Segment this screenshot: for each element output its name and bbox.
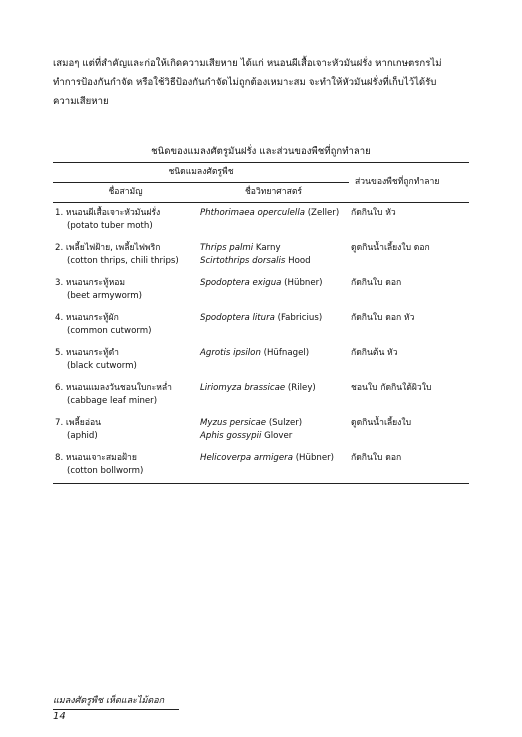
scientific-name-cell	[198, 378, 349, 413]
species-name: Liriomyza brassicae	[200, 383, 286, 393]
common-name-english: (aphid)	[67, 431, 98, 441]
common-name-english: (cotton bollworm)	[67, 466, 144, 476]
common-name-thai: 7. เพลี้ยอ่อน	[55, 418, 102, 428]
damaged-part-cell: กัดกินใบ หัว	[351, 208, 396, 218]
common-name-english: (common cutworm)	[67, 326, 152, 336]
column-header-scientific-name: ชื่อวิทยาศาสตร์	[198, 183, 349, 203]
common-name-thai: 4. หนอนกระทู้ผัก	[55, 313, 119, 323]
species-author: (Hüfnagel)	[260, 348, 310, 358]
common-name-thai: 5. หนอนกระทู้ดำ	[55, 348, 120, 358]
damaged-part-cell: กัดกินต้น หัว	[351, 348, 398, 358]
species-name: Spodoptera litura	[200, 313, 275, 323]
column-header-part: ส่วนของพืชที่ถูกทำลาย	[349, 163, 469, 203]
pest-table	[53, 162, 469, 484]
table-row	[53, 203, 469, 239]
group-header: ชนิดแมลงศัตรูพืช	[53, 163, 349, 183]
common-name-cell	[53, 378, 198, 413]
species-author: Karny	[253, 243, 281, 253]
common-name-cell	[53, 308, 198, 343]
common-name-cell	[53, 203, 198, 239]
species-author: (Hübner)	[281, 278, 323, 288]
common-name-english: (cotton thrips, chili thrips)	[67, 256, 179, 266]
common-name-cell	[53, 273, 198, 308]
species-author: (Zeller)	[304, 208, 340, 218]
scientific-name-line	[200, 430, 347, 443]
species-name: Thrips palmi	[200, 243, 254, 253]
species-name: Scirtothrips dorsalis	[200, 256, 286, 266]
species-author: Glover	[261, 431, 293, 441]
species-author: (Fabricius)	[274, 313, 323, 323]
common-name-english: (beet armyworm)	[67, 291, 142, 301]
common-name-thai: 6. หนอนแมลงวันชอนใบกะหล่ำ	[55, 383, 172, 393]
species-name: Agrotis ipsilon	[200, 348, 261, 358]
common-name-cell	[53, 343, 198, 378]
page-number: 14	[53, 711, 66, 722]
table-row	[53, 413, 469, 448]
species-author: (Riley)	[285, 383, 316, 393]
scientific-name-line	[200, 207, 347, 220]
common-name-cell	[53, 413, 198, 448]
scientific-name-cell	[198, 343, 349, 378]
common-name-english: (potato tuber moth)	[67, 221, 153, 231]
scientific-name-cell	[198, 308, 349, 343]
scientific-name-line	[200, 242, 347, 255]
damaged-part-cell: กัดกินใบ ดอก	[351, 278, 402, 288]
damaged-part-cell: ดูดกินน้ำเลี้ยงใบ	[351, 418, 412, 428]
scientific-name-cell	[198, 273, 349, 308]
column-header-common-name: ชื่อสามัญ	[53, 183, 198, 203]
species-name: Phthorimaea operculella	[200, 208, 305, 218]
table-row	[53, 343, 469, 378]
damaged-part-cell: กัดกินใบ ดอก	[349, 448, 469, 484]
scientific-name-line	[200, 277, 347, 290]
damaged-part-cell: ดูดกินน้ำเลี้ยงใบ ดอก	[351, 243, 430, 253]
species-name: Aphis gossypii	[200, 431, 262, 441]
scientific-name-line	[200, 255, 347, 268]
table-row	[53, 308, 469, 343]
species-name: Helicoverpa armigera	[200, 453, 293, 463]
common-name-thai: 2. เพลี้ยไฟฝ้าย, เพลี้ยไฟพริก	[55, 243, 161, 253]
footer-book-title: แมลงศัตรูพืช เห็ดและไม้ดอก	[53, 693, 179, 710]
common-name-english: (cabbage leaf miner)	[67, 396, 158, 406]
common-name-thai: 1. หนอนผีเสื้อเจาะหัวมันฝรั่ง	[55, 208, 161, 218]
table-row	[53, 448, 469, 484]
table-row	[53, 273, 469, 308]
species-author: Hood	[285, 256, 311, 266]
damaged-part-cell: ชอนใบ กัดกินใต้ผิวใบ	[351, 383, 432, 393]
scientific-name-cell	[198, 448, 349, 484]
scientific-name-cell	[198, 203, 349, 239]
intro-line: เสมอๆ แต่ที่สำคัญและก่อให้เกิดความเสียหาย ได้แก่ หนอนผีเสื้อเจาะหัวมันฝรั่ง หากเกษตรกรไม่	[53, 58, 442, 69]
common-name-thai: 3. หนอนกระทู้หอม	[55, 278, 126, 288]
intro-line: ความเสียหาย	[53, 96, 109, 107]
table-row	[53, 378, 469, 413]
scientific-name-cell	[198, 413, 349, 448]
species-name: Myzus persicae	[200, 418, 267, 428]
scientific-name-line	[200, 347, 347, 360]
common-name-english: (black cutworm)	[67, 361, 137, 371]
intro-line: ทำการป้องกันกำจัด หรือใช้วิธีป้องกันกำจัดไม่ถูกต้องเหมาะสม จะทำให้หัวมันฝรั่งที่เก็บไว้ได้รับ	[53, 77, 437, 88]
scientific-name-line	[200, 312, 347, 325]
table-row	[53, 238, 469, 273]
species-name: Spodoptera exigua	[200, 278, 282, 288]
common-name-cell	[53, 238, 198, 273]
scientific-name-line	[200, 452, 347, 465]
common-name-cell	[53, 448, 198, 484]
scientific-name-line	[200, 417, 347, 430]
scientific-name-line	[200, 382, 347, 395]
species-author: (Sulzer)	[266, 418, 303, 428]
damaged-part-cell: กัดกินใบ ดอก หัว	[351, 313, 415, 323]
species-author: (Hübner)	[292, 453, 335, 463]
scientific-name-cell	[198, 238, 349, 273]
common-name-thai: 8. หนอนเจาะสมอฝ้าย	[55, 453, 137, 463]
table-caption: ชนิดของแมลงศัตรูมันฝรั่ง และส่วนของพืชที่ถูกทำลาย	[151, 146, 371, 157]
intro-paragraph	[53, 54, 469, 111]
